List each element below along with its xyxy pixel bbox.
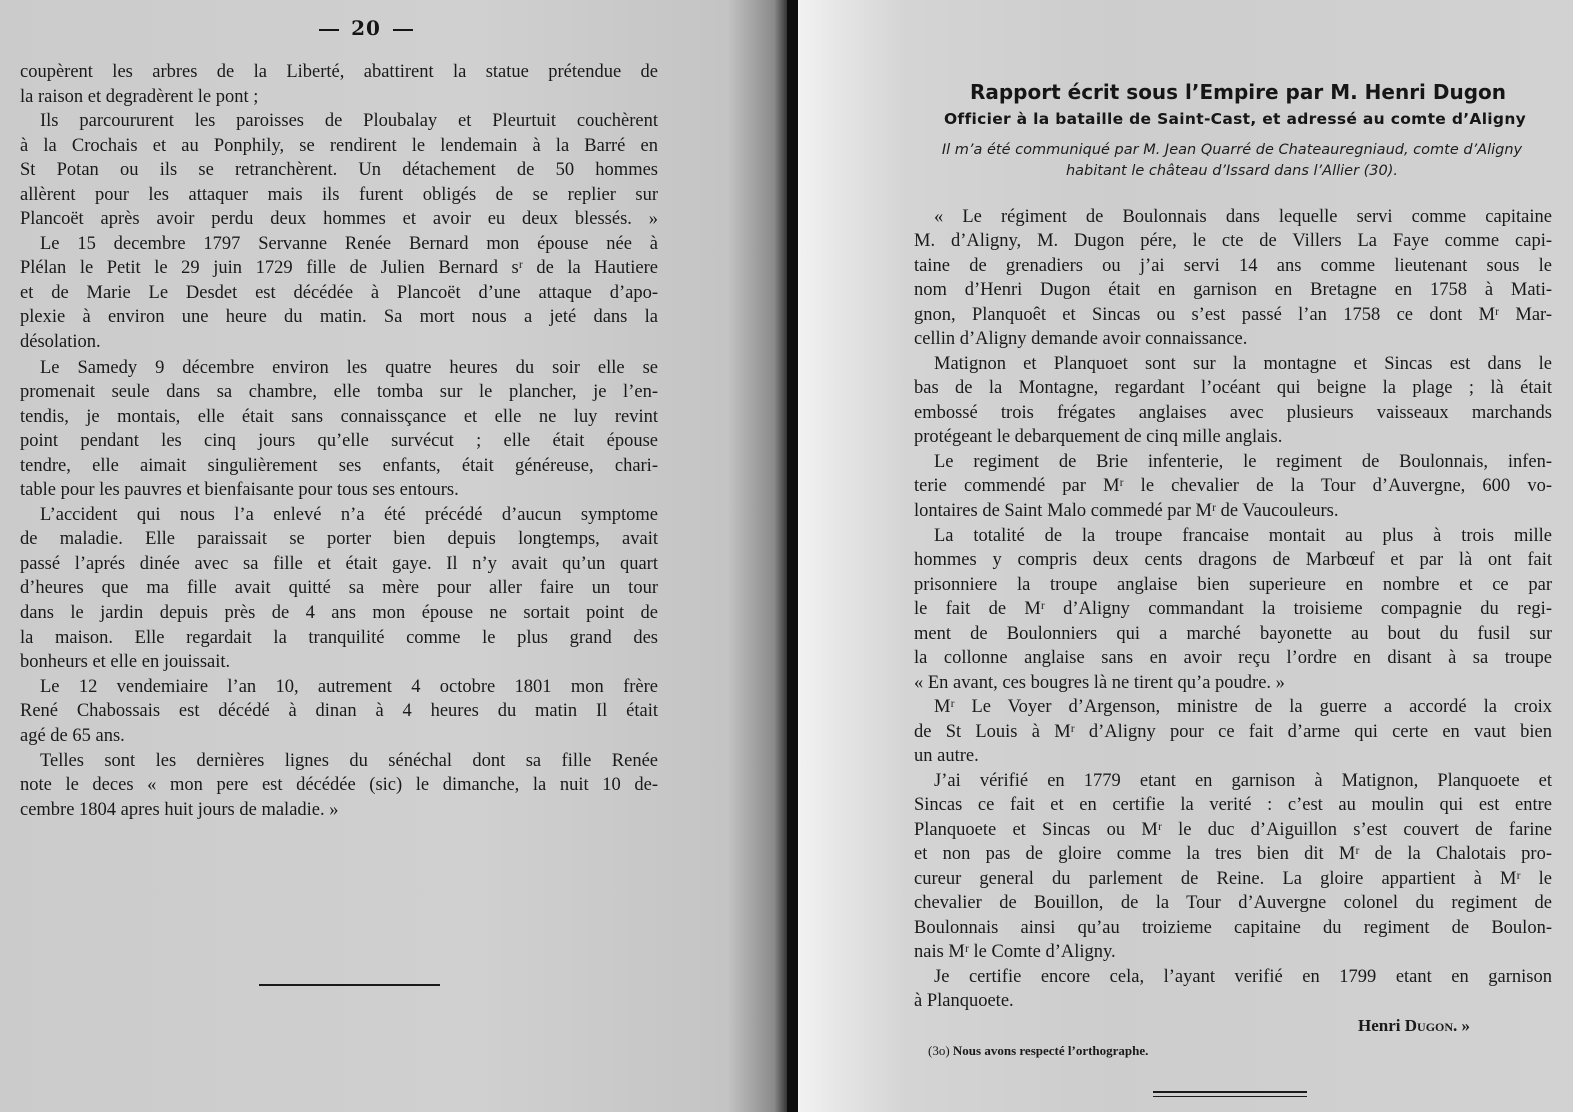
text-line: le fait de Mʳ d’Aligny commandant la troisieme compagnie du regi- <box>914 599 1552 619</box>
signature-first-name: Henri <box>1358 1016 1401 1035</box>
text-line: J’ai vérifié en 1779 etant en garnison à Matignon, Planquoete et <box>934 771 1552 791</box>
signature-surname: Dugon <box>1404 1016 1454 1035</box>
text-line: la collonne anglaise sans en avoir reçu l’ordre en disant à sa troupe <box>914 648 1552 668</box>
page-number-dash-left <box>319 29 339 31</box>
text-line: Le regiment de Brie infenterie, le regiment de Boulonnais, infen- <box>934 452 1552 472</box>
text-line: nais Mʳ le Comte d’Aligny. <box>914 942 1116 962</box>
text-line: Planquoete et Sincas ou Mʳ le duc d’Aiguillon s’est couvert de farine <box>914 820 1552 840</box>
text-line: Mʳ Le Voyer d’Argenson, ministre de la guerre a accordé la croix <box>934 697 1552 717</box>
text-line: passé l’aprés dinée avec sa fille et était gaye. Il n’y avait qu’un quart <box>20 554 658 574</box>
text-line: à la Crochais et au Ponphily, se rendirent le lendemain à la Barré en <box>20 136 658 156</box>
text-line: M. d’Aligny, M. Dugon pére, le cte de Villers La Faye comme capi- <box>914 231 1552 251</box>
text-line: prisonniere la troupe anglaise bien superieure en nombre et ce par <box>914 575 1552 595</box>
text-line: de St Louis à Mʳ d’Aligny pour ce fait d’arme qui certe en vaut bien <box>914 722 1552 742</box>
text-line: taine de grenadiers ou j’ai servi 14 ans comme lieutenant sous le <box>914 256 1552 276</box>
text-line: Sincas ce fait et en certifie la verité : c’est au moulin qui est entre <box>914 795 1552 815</box>
text-line: cureur general du parlement de Reine. La gloire appartient à Mʳ le <box>914 869 1552 889</box>
text-line: plexie à environ une heure du matin. Sa mort nous a jeté dans la <box>20 307 658 327</box>
page-number <box>296 16 436 40</box>
text-line: Ils parcoururent les paroisses de Ploubalay et Pleurtuit couchèrent <box>40 111 658 131</box>
text-line: allèrent pour les attaquer mais ils furent obligés de se replier sur <box>20 185 658 205</box>
page-number-dash-right <box>393 29 413 31</box>
text-line: L’accident qui nous l’a enlevé n’a été précédé d’aucun symptome <box>40 505 658 525</box>
report-subtitle: Officier à la bataille de Saint-Cast, et adressé au comte d’Aligny <box>943 110 1527 128</box>
text-line: point pendant les cinq jours qu’elle survécut ; elle était épouse <box>20 431 658 451</box>
text-line: Plancoët après avoir perdu deux hommes et avoir eu deux blessés. » <box>20 209 658 229</box>
text-line: un autre. <box>914 746 979 766</box>
text-line: lontaires de Saint Malo commedé par Mʳ de Vaucouleurs. <box>914 501 1339 521</box>
text-line: bonheurs et elle en jouissait. <box>20 652 231 672</box>
text-line: René Chabossais est décédé à dinan à 4 heures du matin Il était <box>20 701 658 721</box>
right-page <box>798 0 1573 1112</box>
text-line: la raison et degradèrent le pont ; <box>20 87 259 107</box>
text-line: désolation. <box>20 332 101 352</box>
text-line: la maison. Elle regardait la tranquilité comme le plus grand des <box>20 628 658 648</box>
text-line: Plélan le Petit le 29 juin 1729 fille de Julien Bernard sʳ de la Hautiere <box>20 258 658 278</box>
text-line: note le deces « mon pere est décédée (sic) le dimanche, la nuit 10 de- <box>20 775 658 795</box>
end-rule-bottom <box>1153 1096 1307 1097</box>
text-line: d’heures que ma fille avait quitté sa mère pour aller faire un tour <box>20 578 658 598</box>
source-note-line-1: Il m’a été communiqué par M. Jean Quarré de Chateauregniaud, comte d’Aligny <box>941 142 1523 158</box>
text-line: cellin d’Aligny demande avoir connaissance. <box>914 329 1248 349</box>
text-line: dans le jardin depuis près de 4 ans mon épouse ne sortait point de <box>20 603 658 623</box>
text-line: Le Samedy 9 décembre environ les quatre heures du soir elle se <box>40 358 658 378</box>
text-line: Boulonnais ainsi qu’au troizieme capitaine du regiment de Boulon- <box>914 918 1552 938</box>
text-line: chevalier de Bouillon, de la Tour d’Auvergne colonel du regiment de <box>914 893 1552 913</box>
text-line: La totalité de la troupe francaise montait au plus à trois mille <box>934 526 1552 546</box>
book-gutter <box>787 0 798 1112</box>
footnote <box>928 1043 1148 1059</box>
text-line: Telles sont les dernières lignes du sénéchal dont sa fille Renée <box>40 751 658 771</box>
footnote-marker: (3o) <box>928 1043 950 1058</box>
text-line: promenait seule dans sa chambre, elle tomba sur le plancher, je l’en- <box>20 382 658 402</box>
text-line: « Le régiment de Boulonnais dans lequelle servi comme capitaine <box>934 207 1552 227</box>
footnote-text: Nous avons respecté l’orthographe. <box>952 1043 1149 1058</box>
text-line: Le 12 vendemiaire l’an 10, autrement 4 octobre 1801 mon frère <box>40 677 658 697</box>
text-line: et de Marie Le Desdet est décédée à Plancoët d’une attaque d’apo- <box>20 283 658 303</box>
text-line: table pour les pauvres et bienfaisante pour tous ses entours. <box>20 480 459 500</box>
text-line: nom d’Henri Dugon était en garnison en Bretagne en 1758 à Mati- <box>914 280 1552 300</box>
text-line: agé de 65 ans. <box>20 726 125 746</box>
text-line: embossé trois frégates anglaises avec plusieurs vaisseaux marchands <box>914 403 1552 423</box>
text-line: tendis, je montais, elle était sans connaissçance et elle ne luy revint <box>20 407 658 427</box>
text-line: coupèrent les arbres de la Liberté, abattirent la statue prétendue de <box>20 62 658 82</box>
text-line: cembre 1804 apres huit jours de maladie. » <box>20 800 339 820</box>
report-title: Rapport écrit sous l’Empire par M. Henri Dugon <box>969 80 1507 104</box>
signature <box>1358 1016 1470 1036</box>
source-note-line-2: habitant le château d’Issard dans l’Allier (30). <box>1065 163 1399 179</box>
text-line: et non pas de gloire comme la tres bien dit Mʳ de la Chalotais pro- <box>914 844 1552 864</box>
page-number-text: 20 <box>351 16 381 40</box>
text-line: St Potan ou ils se retranchèrent. Un détachement de 50 hommes <box>20 160 658 180</box>
section-divider-rule <box>259 984 440 986</box>
text-line: de maladie. Elle paraissait se porter bien depuis longtemps, avait <box>20 529 658 549</box>
text-line: gnon, Planquoêt et Sincas ou s’est passé l’an 1758 ce dont Mʳ Mar- <box>914 305 1552 325</box>
text-line: Le 15 decembre 1797 Servanne Renée Bernard mon épouse née à <box>40 234 658 254</box>
text-line: protégeant le debarquement de cinq mille anglais. <box>914 427 1283 447</box>
end-rule-top <box>1153 1091 1307 1093</box>
text-line: hommes y compris deux cents dragons de Marbœuf et par là ont fait <box>914 550 1552 570</box>
text-line: bas de la Montagne, regardant l’océant qui beigne la plage ; là était <box>914 378 1552 398</box>
text-line: à Planquoete. <box>914 991 1014 1011</box>
text-line: Je certifie encore cela, l’ayant verifié en 1799 etant en garnison <box>934 967 1552 987</box>
text-line: Matignon et Planquoet sont sur la montagne et Sincas est dans le <box>934 354 1552 374</box>
text-line: ment de Boulonniers qui a marché bayonette au bout du fusil sur <box>914 624 1552 644</box>
text-line: tendre, elle aimait singulièrement ses enfants, était généreuse, chari- <box>20 456 658 476</box>
signature-closing-quote: . » <box>1453 1016 1471 1035</box>
text-line: « En avant, ces bougres là ne tirent qu’a poudre. » <box>914 673 1285 693</box>
text-line: terie commendé par Mʳ le chevalier de la Tour d’Auvergne, 600 vo- <box>914 476 1552 496</box>
